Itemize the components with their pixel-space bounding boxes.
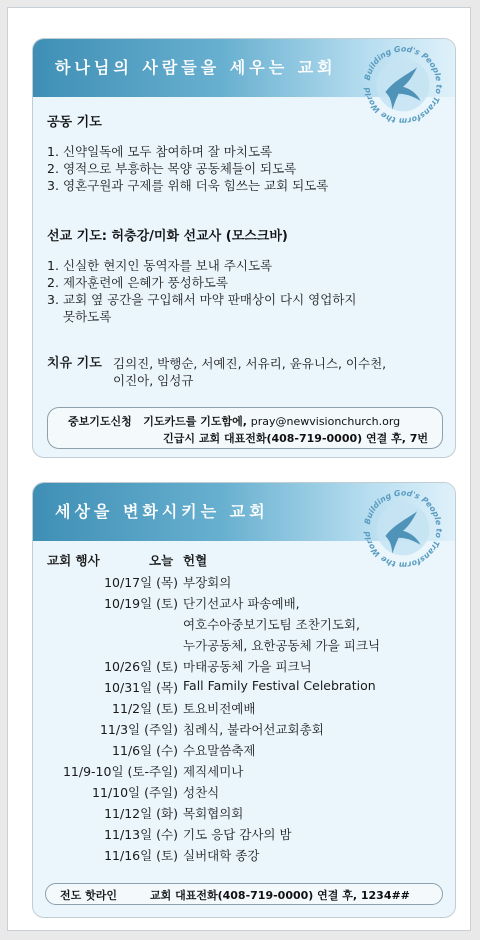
- hotline-box: [45, 883, 443, 905]
- hotline-text: 교회 대표전화(408-719-0000) 연결 후, 1234##: [150, 889, 410, 902]
- events-list: [33, 571, 455, 865]
- event-row: 10/19일 (토) 단기선교사 파송예배,: [104, 596, 300, 611]
- event-row: 10/31일 (목) Fall Family Festival Celebration: [104, 678, 376, 695]
- church-seal-logo: [359, 41, 447, 129]
- contact-email[interactable]: pray@newvisionchurch.org: [250, 415, 401, 428]
- emergency-text: 긴급시 교회 대표전화(408-719-0000) 연결 후, 7번: [163, 432, 428, 445]
- svg-text:Building God's People to Trans: Building God's People to Transform the World: [362, 488, 444, 570]
- today-header: 오늘: [149, 553, 174, 568]
- svg-text:Building God's People to Trans: Building God's People to Transform the World: [362, 44, 444, 126]
- event-row: 11/12일 (화) 목회협의회: [104, 806, 244, 821]
- list-item: 1. 신약일독에 모두 참여하며 잘 마치도록: [47, 144, 273, 159]
- prayer-card: [32, 38, 456, 458]
- events-header: 교회 행사: [47, 553, 100, 568]
- mission-list: [47, 257, 437, 325]
- banner-title: 세상을 변화시키는 교회: [55, 502, 269, 521]
- bulletin-page: [7, 7, 471, 931]
- contact-box: [47, 407, 443, 449]
- healing-names: 이진아, 임성규: [113, 373, 194, 388]
- list-item: 3. 영혼구원과 구제를 위해 더욱 힘쓰는 교회 되도록: [47, 178, 329, 193]
- list-item: 3. 교회 옆 공간을 구입해서 마약 판매상이 다시 영업하지 못하도록: [47, 292, 357, 324]
- event-row: 누가공동체, 요한공동체 가을 피크닉: [183, 638, 381, 653]
- banner-title: 하나님의 사람들을 세우는 교회: [55, 58, 337, 77]
- list-item: 2. 제자훈련에 은혜가 풍성하도록: [47, 275, 228, 290]
- mission-title: 선교 기도: 허충강/미화 선교사 (모스크바): [47, 229, 288, 244]
- event-row: 여호수아중보기도팀 조찬기도회,: [183, 617, 360, 632]
- healing-label: 치유 기도: [47, 356, 102, 371]
- event-row: 10/17일 (목) 부장회의: [104, 575, 232, 590]
- offering-header: 헌혈: [183, 553, 208, 568]
- healing-names: 김의진, 박행순, 서예진, 서유리, 윤유니스, 이수천,: [113, 356, 387, 371]
- event-row: 11/3일 (주일) 침례식, 불라어선교회총회: [99, 722, 324, 737]
- contact-label: 중보기도신청: [68, 415, 132, 428]
- list-item: 2. 영적으로 부흥하는 목양 공동체들이 되도록: [47, 161, 297, 176]
- event-row: 11/9-10일 (토-주일) 제직세미나: [62, 764, 244, 779]
- hotline-label: 전도 핫라인: [60, 889, 117, 902]
- event-row: 11/6일 (수) 수요말씀축제: [112, 743, 256, 758]
- prayer-list: [47, 143, 437, 194]
- event-row: 11/16일 (토) 실버대학 종강: [104, 848, 260, 863]
- list-item: 1. 신실한 현지인 동역자를 보내 주시도록: [47, 258, 273, 273]
- church-seal-logo: [359, 485, 447, 573]
- events-card: [32, 482, 456, 918]
- prayer-title: 공동 기도: [47, 115, 102, 130]
- event-row: 11/10일 (주일) 성찬식: [92, 785, 220, 800]
- contact-text: 기도카드를 기도함에,: [143, 415, 247, 428]
- healing-prayer: [47, 355, 447, 389]
- event-row: 10/26일 (토) 마태공동체 가을 피크닉: [104, 659, 312, 674]
- event-row: 11/2일 (토) 토요비전예배: [112, 701, 256, 716]
- event-row: 11/13일 (수) 기도 응답 감사의 밤: [104, 827, 292, 842]
